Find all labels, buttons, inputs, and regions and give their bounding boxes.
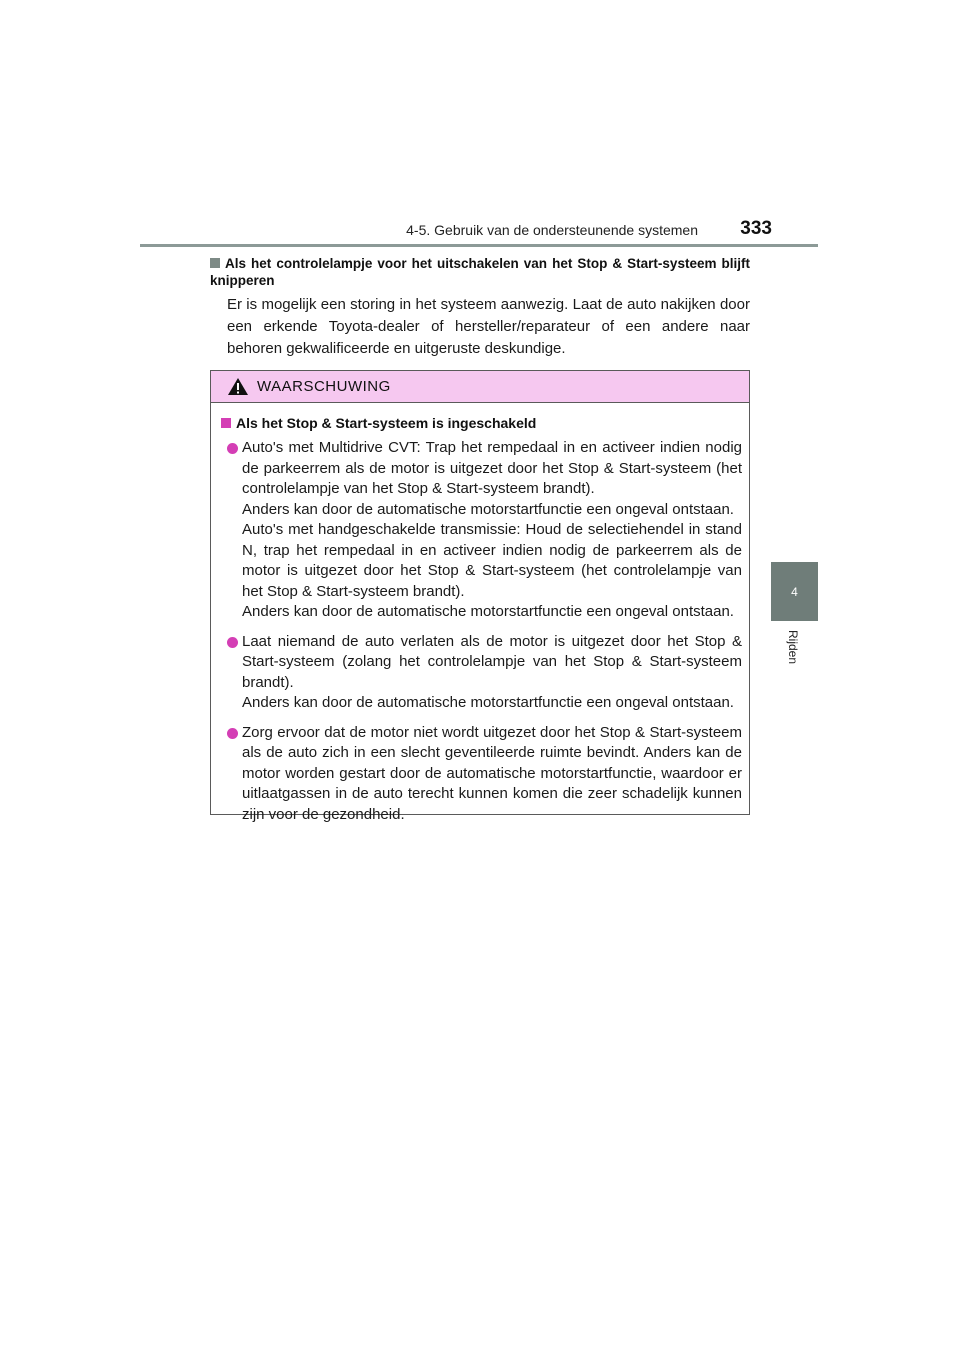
- warning-paragraph: Anders kan door de automatische motorstartfunctie een ongeval ontstaan.: [242, 603, 734, 620]
- warning-triangle-icon: [227, 377, 249, 396]
- chapter-number: 4: [791, 584, 798, 599]
- warning-heading-text: Als het Stop & Start-systeem is ingeschakeld: [236, 415, 537, 431]
- warning-paragraph: Auto's met Multidrive CVT: Trap het rempedaal in en activeer indien nodig de parkeerrem als de motor is uitgezet door het Stop & Start-systeem (het controlelampje van het Stop & Start-systeem brandt).: [242, 439, 742, 497]
- warning-content: [211, 403, 749, 825]
- circle-bullet-icon: [227, 443, 238, 454]
- info-section: [210, 255, 750, 360]
- warning-paragraph: Zorg ervoor dat de motor niet wordt uitgezet door het Stop & Start-systeem als de auto zich in een slecht geventileerde ruimte bevindt. Anders kan de motor worden gestart door de automatische motorstartfunctie, waardoor er uitlaatgassen in de auto terecht kunnen komen die zeer schadelijk kunnen zijn voor de gezondheid.: [242, 723, 742, 823]
- section-heading-text: Als het controlelampje voor het uitschakelen van het Stop & Start-systeem blijft knipperen: [210, 256, 750, 288]
- square-bullet-icon: [210, 258, 220, 268]
- warning-paragraph: Laat niemand de auto verlaten als de motor is uitgezet door het Stop & Start-systeem (zolang het controlelampje van het Stop & Start-systeem brandt).: [242, 632, 742, 691]
- section-heading: [210, 255, 750, 289]
- circle-bullet-icon: [227, 637, 238, 648]
- chapter-tab: [771, 562, 818, 621]
- chapter-label: Rijden: [786, 630, 800, 665]
- warning-item: [218, 632, 742, 714]
- header-divider: [140, 244, 818, 247]
- warning-title: WAARSCHUWING: [257, 378, 391, 395]
- warning-paragraph: Anders kan door de automatische motorstartfunctie een ongeval ontstaan.: [242, 694, 734, 711]
- page-number: 333: [740, 218, 772, 239]
- warning-item: [218, 723, 742, 826]
- square-bullet-icon: [221, 418, 231, 428]
- warning-box: [210, 370, 750, 823]
- section-title: 4-5. Gebruik van de ondersteunende systemen: [406, 222, 698, 238]
- warning-header: [211, 371, 749, 403]
- circle-bullet-icon: [227, 728, 238, 739]
- section-body: Er is mogelijk een storing in het systeem aanwezig. Laat de auto nakijken door een erkende Toyota-dealer of hersteller/reparateur of een andere naar behoren gekwalificeerde en uitgeruste deskundige.: [227, 296, 750, 357]
- warning-item: [218, 438, 742, 623]
- page-header: [140, 218, 818, 244]
- warning-heading: [218, 413, 742, 433]
- warning-paragraph: Auto's met handgeschakelde transmissie: Houd de selectiehendel in stand N, trap het rempedaal in en activeer indien nodig de parkeerrem als de motor is uitgezet door het Stop & Start-systeem (het controlelampje van het Stop & Start-systeem brandt).: [242, 521, 742, 600]
- warning-paragraph: Anders kan door de automatische motorstartfunctie een ongeval ontstaan.: [242, 500, 734, 518]
